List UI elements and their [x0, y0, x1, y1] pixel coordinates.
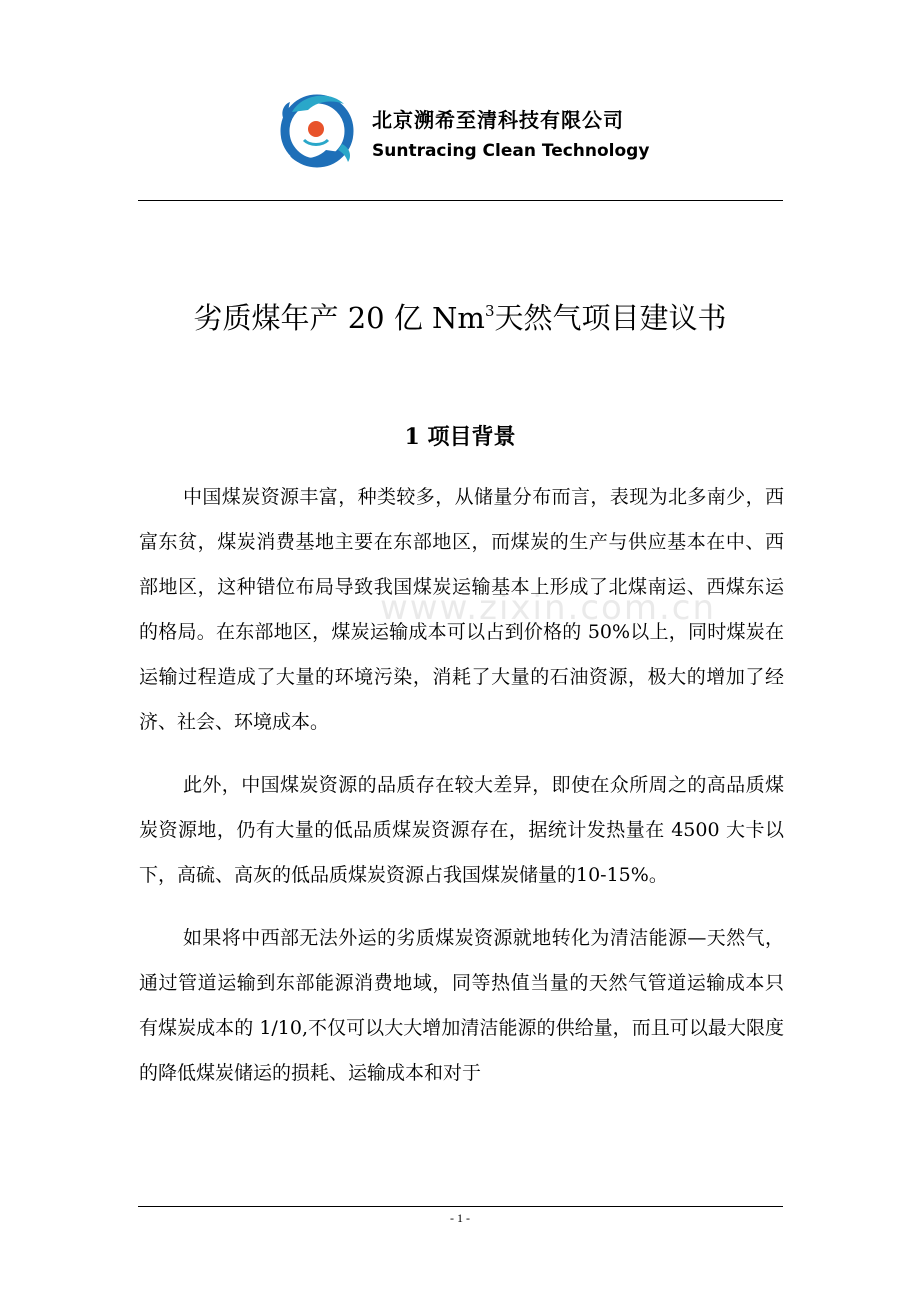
section-heading: 1 项目背景	[404, 424, 516, 450]
paragraph: 此外，中国煤炭资源的品质存在较大差异，即使在众所周之的高品质煤炭资源地，仍有大量的低品质煤炭资源存在，据统计发热量在 4500 大卡以下，高硫、高灰的低品质煤炭资源占我国煤炭储量的10-15%。	[139, 774, 784, 886]
document-title-superscript: 3	[484, 302, 495, 320]
header-divider	[138, 200, 783, 201]
document-title	[0, 296, 920, 337]
letterhead	[138, 88, 783, 178]
watermark: www.zixin.com.cn	[380, 588, 716, 628]
company-logo-icon	[278, 90, 356, 170]
page-number: - 1 -	[450, 1211, 470, 1225]
footer-divider	[138, 1206, 783, 1207]
body-text	[139, 475, 784, 1114]
document-title-text-suffix: 天然气项目建议书	[494, 301, 727, 335]
company-name-chinese: 北京溯希至清科技有限公司	[372, 108, 624, 132]
company-name-english: Suntracing Clean Technology	[372, 141, 650, 161]
paragraph: 中国煤炭资源丰富，种类较多，从储量分布而言，表现为北多南少，西富东贫，煤炭消费基地主要在东部地区，而煤炭的生产与供应基本在中、西部地区，这种错位布局导致我国煤炭运输基本上形成了北煤南运、西煤东运的格局。在东部地区，煤炭运输成本可以占到价格的 50%以上，同时煤炭在运输过程造成了大量的环境污染，消耗了大量的石油资源，极大的增加了经济、社会、环境成本。	[139, 486, 784, 733]
paragraph: 如果将中西部无法外运的劣质煤炭资源就地转化为清洁能源—天然气，通过管道运输到东部能源消费地域，同等热值当量的天然气管道运输成本只有煤炭成本的 1/10,不仅可以大大增加清洁能源的供给量，而且可以最大限度的降低煤炭储运的损耗、运输成本和对于	[139, 927, 784, 1084]
document-title-text: 劣质煤年产 20 亿 Nm	[193, 301, 485, 335]
